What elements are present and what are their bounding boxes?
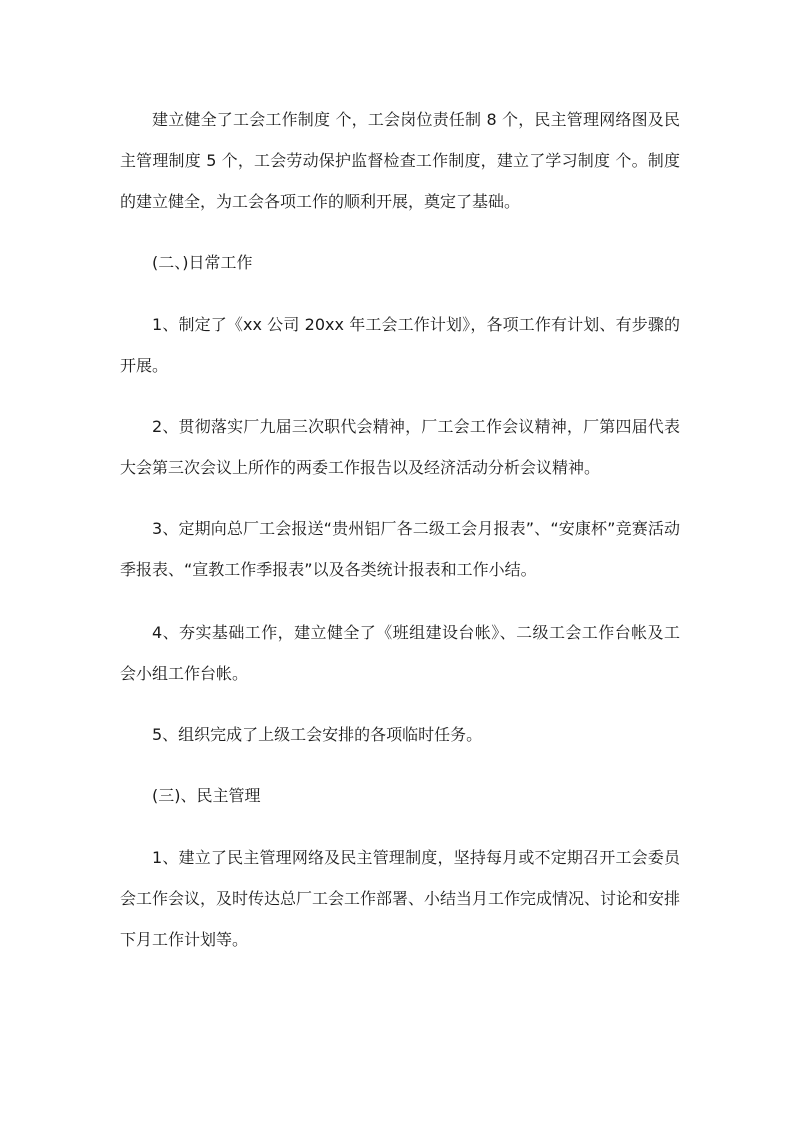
paragraph-item-1: 1、制定了《xx 公司 20xx 年工会工作计划》，各项工作有计划、有步骤的开展。 (120, 315, 680, 375)
section-heading-daily-work: (二、)日常工作 (152, 253, 253, 272)
paragraph-item-5: 5、组织完成了上级工会安排的各项临时任务。 (152, 725, 483, 744)
paragraph-item-3: 3、定期向总厂工会报送“贵州铝厂各二级工会月报表”、“安康杯”竞赛活动季报表、“宣教工作季报表”以及各类统计报表和工作小结。 (120, 519, 680, 579)
paragraph-item-4: 4、夯实基础工作，建立健全了《班组建设台帐》、二级工会工作台帐及工会小组工作台帐。 (120, 623, 680, 683)
paragraph-item-2: 2、贯彻落实厂九届三次职代会精神，厂工会工作会议精神，厂第四届代表大会第三次会议上所作的两委工作报告以及经济活动分析会议精神。 (120, 417, 680, 477)
paragraph-system-building: 建立健全了工会工作制度 个，工会岗位责任制 8 个，民主管理网络图及民主管理制度 5 个，工会劳动保护监督检查工作制度，建立了学习制度 个。制度的建立健全，为工会各项工作的顺利开展，奠定了基础。 (120, 110, 680, 211)
section-heading-democratic-management: (三)、民主管理 (152, 786, 261, 805)
paragraph-democratic-item-1: 1、建立了民主管理网络及民主管理制度，坚持每月或不定期召开工会委员会工作会议，及时传达总厂工会工作部署、小结当月工作完成情况、讨论和安排下月工作计划等。 (120, 848, 681, 949)
